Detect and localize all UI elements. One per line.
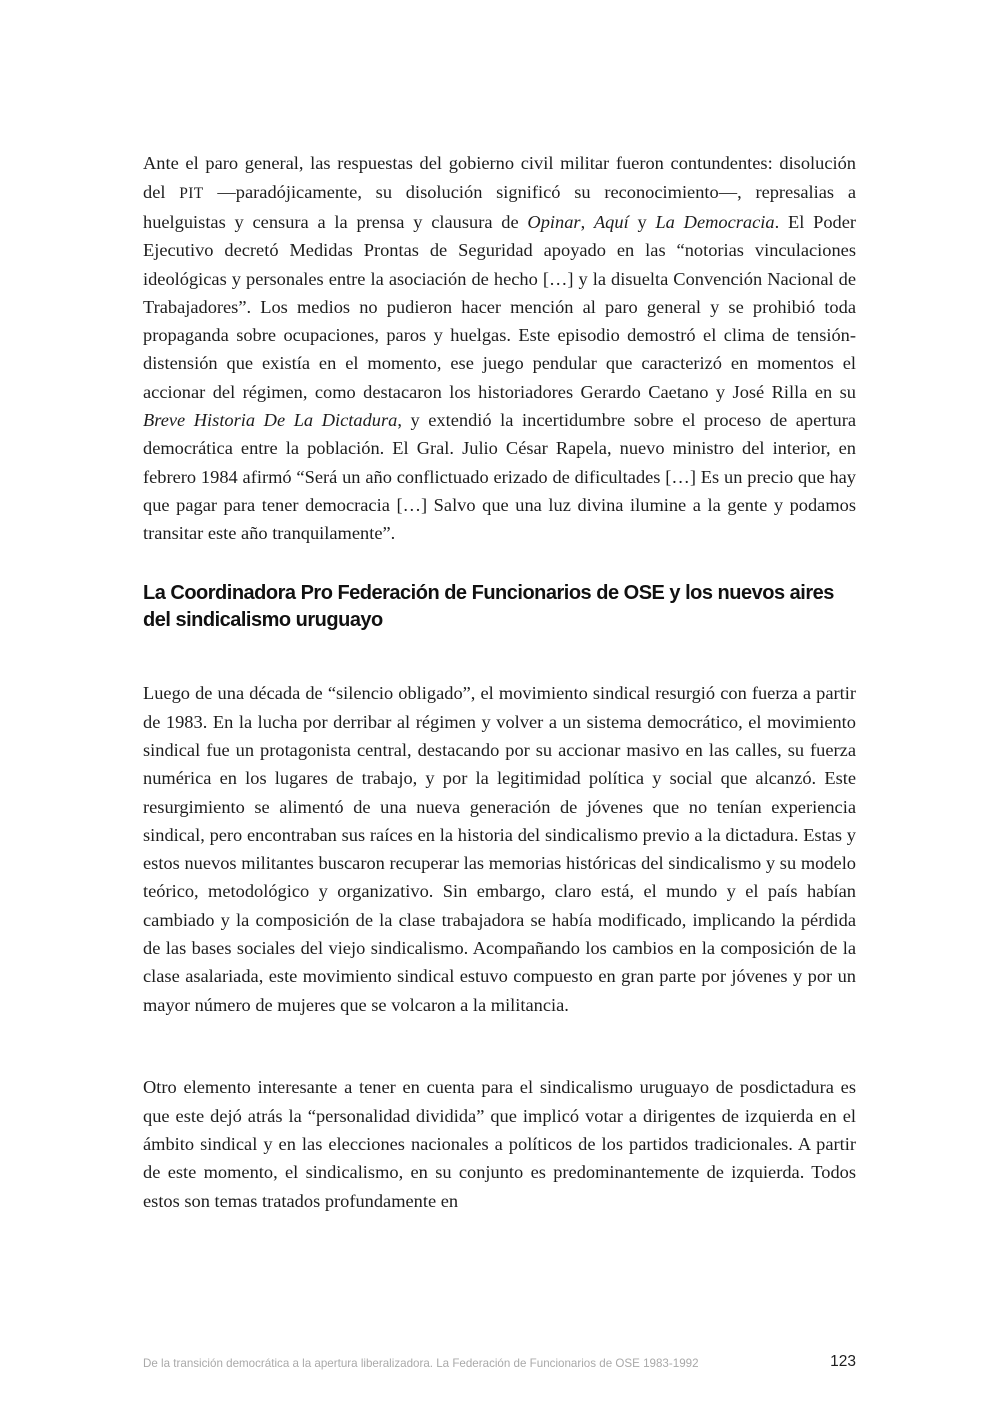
body-paragraph-2: Luego de una década de “silencio obligado”, el movimiento sindical resurgió con fuerza a partir de 1983. En la lucha por derribar al régimen y volver a un sistema democrático, el movimiento sindical fue un protagonista central, destacando por su accionar masivo en las calles, su fuerza numérica en los lugares de trabajo, y por la legitimidad política y social que alcanzó. Este resurgimiento se alimentó de una nueva generación de jóvenes que no tenían experiencia sindical, pero encontraban sus raíces en la historia del sindicalismo previo a la dictadura. Estas y estos nuevos militantes buscaron recuperar las memorias históricas del sindicalismo y su modelo teórico, metodológico y organizativo. Sin embargo, claro está, el mundo y el país habían cambiado y la composición de la clase trabajadora se había modificado, implicando la pérdida de las bases sociales del viejo sindicalismo. Acompañando los cambios en la composición de la clase asalariada, este movimiento sindical estuvo compuesto en gran parte por jóvenes y por un mayor número de mujeres que se volcaron a la militancia. bbox=[143, 683, 856, 1015]
paragraph-1-text-4: y bbox=[628, 211, 656, 232]
paragraph-1-text-6: , y extendió la incertidumbre sobre el proceso de apertura democrática entre la población. El Gral. Julio César Rapela, nuevo ministro del interior, en febrero 1984 afirmó “Será un año conflictuado erizado de dificultades […] Es un precio que hay que pagar para tener democracia […] Salvo que una luz divina ilumine a la gente y podamos transitar este año tranquilamente”. bbox=[143, 410, 856, 544]
paragraph-1-text-3: , bbox=[580, 211, 594, 232]
running-footer-title: De la transición democrática a la apertura liberalizadora. La Federación de Funcionarios de OSE 1983-1992 bbox=[143, 1357, 699, 1370]
paragraph-1-text-2: —paradójicamente, su disolución significó su reconocimiento—, represalias a huelguistas y censura a la prensa y clausura de bbox=[143, 181, 856, 232]
body-paragraph-3: Otro elemento interesante a tener en cuenta para el sindicalismo uruguayo de posdictadura es que este dejó atrás la “personalidad dividida” que implicó votar a dirigentes de izquierda en el ámbito sindical y en las elecciones nacionales a políticos de los partidos tradicionales. A partir de este momento, el sindicalismo, en su conjunto es predominantemente de izquierda. Todos estos son temas tratados profundamente en bbox=[143, 1077, 856, 1211]
acronym-pit: PIT bbox=[179, 184, 204, 202]
section-heading: La Coordinadora Pro Federación de Funcionarios de OSE y los nuevos aires del sindicalismo uruguayo bbox=[143, 582, 834, 631]
page-number: 123 bbox=[830, 1353, 856, 1370]
publication-opinar: Opinar bbox=[527, 211, 581, 232]
body-paragraph-1 bbox=[143, 149, 856, 547]
paragraph-1-text-5: . El Poder Ejecutivo decretó Medidas Prontas de Seguridad apoyado en las “notorias vinculaciones ideológicas y personales entre la asociación de hecho […] y la disuelta Convención Nacional de Trabajadores”. Los medios no pudieron hacer mención al paro general y se prohibió toda propaganda sobre ocupaciones, paros y huelgas. Este episodio demostró el clima de tensión-distensión que existía en el momento, ese juego pendular que caracterizó en momentos el accionar del régimen, como destacaron los historiadores Gerardo Caetano y José Rilla en su bbox=[143, 211, 856, 402]
publication-la-democracia: La Democracia bbox=[655, 211, 775, 232]
publication-aqui: Aquí bbox=[593, 211, 629, 232]
book-title: Breve Historia De La Dictadura bbox=[143, 410, 398, 431]
paragraph-1-text-1: Ante el paro general, las respuestas del gobierno civil militar fueron contundentes: disolución del bbox=[143, 153, 856, 202]
